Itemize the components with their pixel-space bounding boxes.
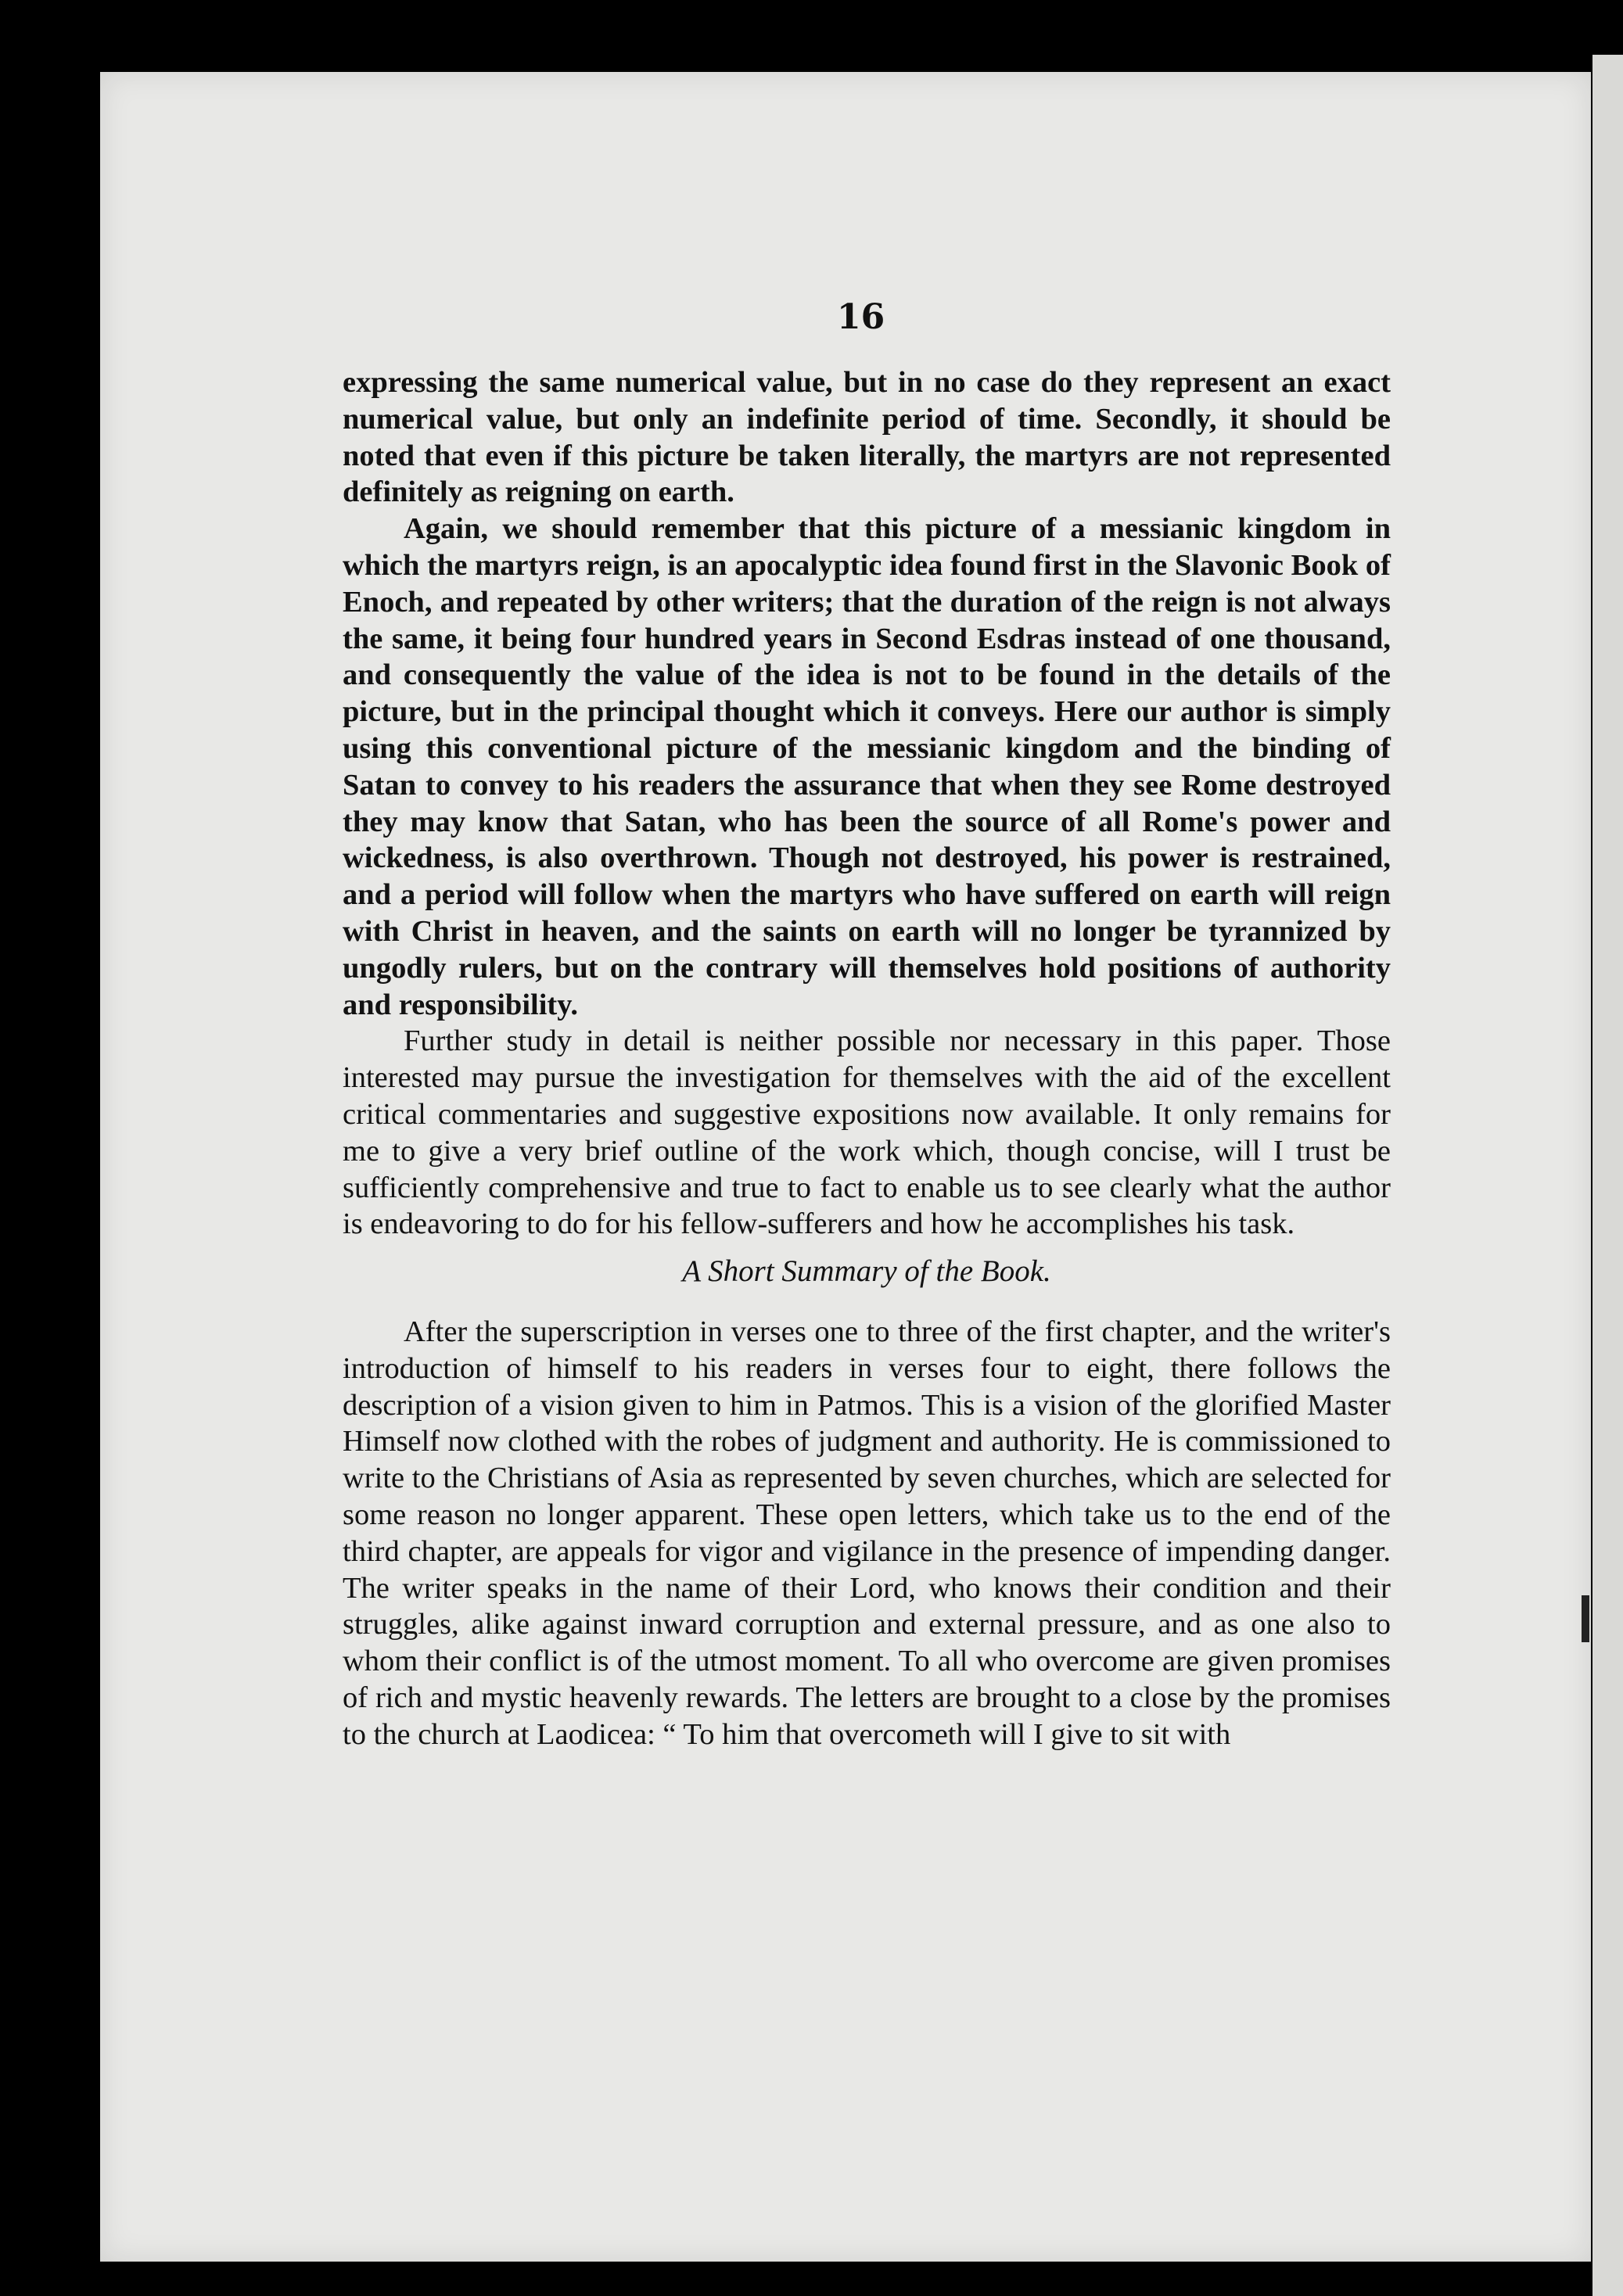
paragraph-2: Again, we should remember that this picture of a messianic kingdom in which the martyrs reign, is an apocalyptic idea found first in the Slavonic Book of Enoch, and repeated by other writers; that the duration of the reign is not always the same, it being four hundred years in Second Esdras instead of one thousand, and consequently the value of the idea is not to be found in the details of the picture, but in the principal thought which it conveys. Here our author is simply using this conventional picture of the messianic kingdom and the binding of Satan to convey to his readers the assurance that when they see Rome destroyed they may know that Satan, who has been the source of all Rome's power and wickedness, is also overthrown. Though not destroyed, his power is restrained, and a period will follow when the martyrs who have suffered on earth will reign with Christ in heaven, and the saints on earth will no longer be tyrannized by ungodly rulers, but on the contrary will themselves hold positions of authority and responsibility. <box>343 512 1391 1021</box>
page-edge-mark <box>1582 1595 1589 1642</box>
paragraph-3: Further study in detail is neither possible nor necessary in this paper. Those interested may pursue the investigation for themselves with the aid of the excellent critical commentaries and suggestive expositions now available. It only remains for me to give a very brief outline of the work which, though concise, will I trust be sufficiently comprehensive and true to fact to enable us to see clearly what the author is endeavoring to do for his fellow-sufferers and how he accomplishes his task. <box>343 1024 1391 1241</box>
section-heading: A Short Summary of the Book. <box>682 1254 1051 1289</box>
facing-page-edge <box>1592 55 1623 2296</box>
page-number: 16 <box>837 297 885 337</box>
paragraph-1: expressing the same numerical value, but in no case do they represent an exact numerical value, but only an indefinite period of time. Secondly, it should be noted that even if this picture be taken literally, the martyrs are not represented definitely as reigning on earth. <box>343 366 1391 509</box>
body-text <box>343 364 1391 1752</box>
summary-paragraph: After the superscription in verses one to three of the first chapter, and the writer's introduction of himself to his readers in verses four to eight, there follows the description of a vision given to him in Patmos. This is a vision of the glorified Master Himself now clothed with the robes of judgment and authority. He is commissioned to write to the Christians of Asia as represented by seven churches, which are selected for some reason no longer apparent. These open letters, which take us to the end of the third chapter, are appeals for vigor and vigilance in the presence of impending danger. The writer speaks in the name of their Lord, who knows their condition and their struggles, alike against inward corruption and external pressure, and as one also to whom their conflict is of the utmost moment. To all who overcome are given promises of rich and mystic heavenly rewards. The letters are brought to a close by the promises to the church at Laodicea: “ To him that overcometh will I give to sit with <box>343 1315 1391 1751</box>
